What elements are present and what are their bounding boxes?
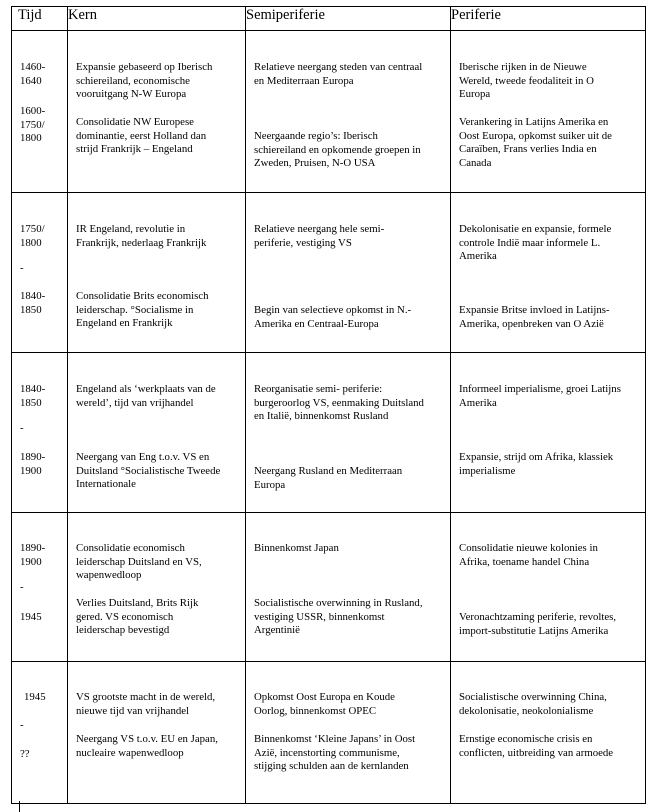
time-cell [12,662,68,804]
time-cell [12,31,68,193]
time-cell [12,193,68,353]
peri-cell [451,353,646,513]
peri-text-b: Expansie, strijd om Afrika, klassiek imperialisme [459,451,614,477]
peri-cell [451,513,646,662]
time-start: 1945 [24,691,46,703]
time-dash: - [20,719,24,731]
kern-text-a: Consolidatie economisch leiderschap Duitsland en VS, wapenwedloop [76,542,202,582]
kern-cell [68,193,246,353]
time-end: 1840- 1850 [20,290,46,316]
time-dash: - [20,262,24,274]
header-tijd: Tijd [12,7,68,31]
peri-text-a: Consolidatie nieuwe kolonies in Afrika, toename handel China [459,542,598,568]
time-start: 1750/ 1800 [20,223,45,249]
kern-text-a: IR Engeland, revolutie in Frankrijk, nederlaag Frankrijk [76,223,207,249]
peri-cell [451,662,646,804]
kern-cell [68,513,246,662]
semi-cell [246,513,451,662]
kern-text-a: Expansie gebaseerd op Iberisch schiereiland, economische vooruitgang N-W Europa [76,61,213,101]
semi-text-b: Binnenkomst ‘Kleine Japans’ in Oost Azië, incenstorting communisme, stijging schulden aan de kernlanden [254,733,416,773]
peri-cell [451,31,646,193]
header-kern: Kern [68,7,246,31]
text-cursor [19,801,20,812]
time-dash: - [20,581,24,593]
header-semiperiferie: Semiperiferie [246,7,451,31]
time-end: 1600- 1750/ 1800 [20,105,46,145]
semi-text-b: Socialistische overwinning in Rusland, vestiging USSR, binnenkomst Argentinië [254,597,423,637]
time-start: 1840- 1850 [20,383,46,409]
kern-text-b: Neergang van Eng t.o.v. VS en Duitsland °Socialistische Tweede Internationale [76,451,221,491]
peri-text-a: Dekolonisatie en expansie, formele controle Indië maar informele L. Amerika [459,223,612,263]
semi-text-b: Neergang Rusland en Mediterraan Europa [254,465,403,491]
table-row [12,513,646,662]
kern-cell [68,353,246,513]
time-dash: - [20,422,24,434]
semi-cell [246,193,451,353]
time-end: 1890- 1900 [20,451,46,477]
table-row [12,193,646,353]
kern-text-b: Neergang VS t.o.v. EU en Japan, nucleaire wapenwedloop [76,733,218,759]
kern-text-a: VS grootste macht in de wereld, nieuwe tijd van vrijhandel [76,691,216,717]
table-row [12,31,646,193]
table-row [12,353,646,513]
peri-text-a: Socialistische overwinning China, dekolonisatie, neokolonialisme [459,691,607,717]
time-start: 1460- 1640 [20,61,46,87]
semi-text-a: Opkomst Oost Europa en Koude Oorlog, binnenkomst OPEC [254,691,395,717]
peri-text-a: Informeel imperialisme, groei Latijns Amerika [459,383,621,409]
semi-text-b: Begin van selectieve opkomst in N.- Amerika en Centraal-Europa [254,304,412,330]
semi-text-a: Relatieve neergang steden van centraal en Mediterraan Europa [254,61,423,87]
table-row [12,662,646,804]
time-cell [12,353,68,513]
kern-cell [68,31,246,193]
header-row [12,7,646,31]
peri-text-b: Expansie Britse invloed in Latijns- Amerika, openbreken van O Azië [459,304,610,330]
semi-cell [246,353,451,513]
semi-cell [246,662,451,804]
peri-cell [451,193,646,353]
semi-text-a: Relatieve neergang hele semi- periferie, vestiging VS [254,223,385,249]
semi-text-b: Neergaande regio’s: Iberisch schiereiland en opkomende groepen in Zweden, Pruisen, N-O USA [254,130,421,170]
kern-cell [68,662,246,804]
kern-text-b: Consolidatie Brits economisch leiderschap. °Socialisme in Engeland en Frankrijk [76,290,209,330]
peri-text-b: Ernstige economische crisis en conflicten, uitbreiding van armoede [459,733,614,759]
world-system-table [11,6,646,804]
time-end: ?? [20,748,30,760]
kern-text-a: Engeland als ‘werkplaats van de wereld’, tijd van vrijhandel [76,383,216,409]
peri-text-b: Veronachtzaming periferie, revoltes, import-substitutie Latijns Amerika [459,611,617,637]
peri-text-b: Verankering in Latijns Amerika en Oost Europa, opkomst suiker uit de Caraïben, Frans verlies India en Canada [459,116,612,169]
time-start: 1890- 1900 [20,542,46,568]
semi-text-a: Binnenkomst Japan [254,542,339,554]
time-cell [12,513,68,662]
semi-text-a: Reorganisatie semi- periferie: burgeroorlog VS, eenmaking Duitsland en Italië, binnenkomst Rusland [254,383,424,423]
header-periferie: Periferie [451,7,646,31]
time-end: 1945 [20,611,42,623]
kern-text-b: Verlies Duitsland, Brits Rijk gered. VS economisch leiderschap bevestigd [76,597,199,637]
peri-text-a: Iberische rijken in de Nieuwe Wereld, tweede feodaliteit in O Europa [459,61,594,101]
kern-text-b: Consolidatie NW Europese dominantie, eerst Holland dan strijd Frankrijk – Engeland [76,116,207,156]
semi-cell [246,31,451,193]
